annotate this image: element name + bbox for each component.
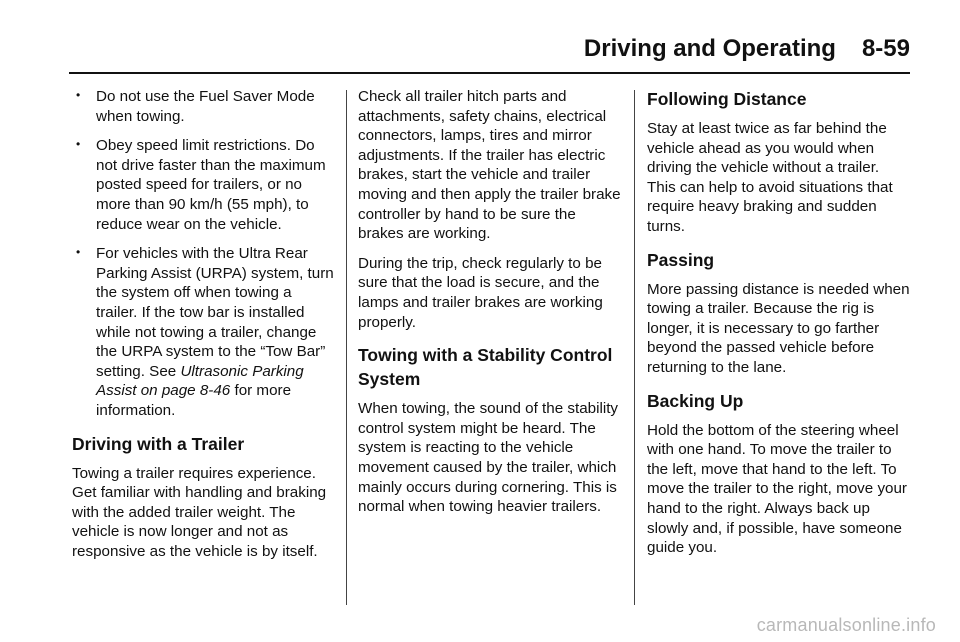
bullet-icon: •: [76, 245, 81, 260]
section-heading: Passing: [647, 249, 715, 270]
bullet-text: Obey speed limit restrictions. Do not drive faster than the maximum posted speed for trailers, or no more than 90 km/h (55 mph), to reduce wear on the vehicle.: [96, 137, 326, 233]
bullet-item: [72, 87, 336, 126]
bullet-text: For vehicles with the Ultra Rear Parking Assist (URPA) system, turn the system off when towing a trailer. If the tow bar is installed while not towing a trailer, change the URPA system to the “Tow Bar” setting. See: [96, 245, 334, 380]
header-title: [584, 35, 910, 63]
paragraph: When towing, the sound of the stability control system might be heard. The system is reacting to the vehicle movement caused by the trailer, which mainly occurs during cornering. This is normal when towing heavier trailers.: [358, 400, 619, 516]
bullet-text: Do not use the Fuel Saver Mode when towing.: [96, 88, 315, 125]
paragraph: Towing a trailer requires experience. Get familiar with handling and braking with the added trailer weight. The vehicle is now longer and not as responsive as the vehicle is by itself.: [72, 464, 327, 560]
section-heading: Towing with a Stability Control System: [358, 345, 613, 390]
column-divider-2: [634, 90, 635, 605]
paragraph: During the trip, check regularly to be sure that the load is secure, and the lamps and trailer brakes are working properly.: [358, 254, 603, 331]
paragraph: Stay at least twice as far behind the vehicle ahead as you would when driving the vehicle without a trailer. This can help to avoid situations that require heavy braking and sudden turns.: [647, 120, 893, 235]
paragraph: More passing distance is needed when towing a trailer. Because the rig is longer, it is necessary to go farther beyond the passed vehicle before returning to the lane.: [647, 280, 910, 376]
paragraph: Check all trailer hitch parts and attachments, safety chains, electrical connectors, lamps, tires and mirror adjustments. If the trailer has electric brakes, start the vehicle and trailer moving and then apply the trailer brake controller by hand to be sure the brakes are working.: [358, 88, 621, 243]
section-heading: Following Distance: [647, 89, 807, 109]
column-1: [72, 87, 336, 571]
column-2: [358, 87, 622, 527]
bullet-item: [72, 136, 336, 234]
column-3: [647, 87, 911, 568]
page-header: [0, 0, 960, 75]
paragraph: Hold the bottom of the steering wheel with one hand. To move the trailer to the left, move that hand to the left. To move the trailer to the right, move your hand to the right. Always back up slowly and, if possible, have someone guide you.: [647, 421, 907, 557]
section-heading: Driving with a Trailer: [72, 433, 245, 454]
section-title: Driving and Operating: [583, 35, 836, 62]
bullet-item: [72, 244, 336, 420]
header-rule: [69, 72, 910, 74]
column-divider-1: [346, 90, 347, 605]
cross-reference-link[interactable]: Ultrasonic Parking Assist on page 8-46: [96, 362, 304, 400]
watermark: carmanualsonline.info: [756, 615, 936, 635]
page-number: 8-59: [861, 35, 910, 62]
bullet-icon: •: [76, 88, 81, 102]
section-heading: Backing Up: [647, 390, 744, 411]
bullet-text-tail: for more information.: [96, 382, 292, 419]
bullet-icon: •: [76, 137, 81, 152]
